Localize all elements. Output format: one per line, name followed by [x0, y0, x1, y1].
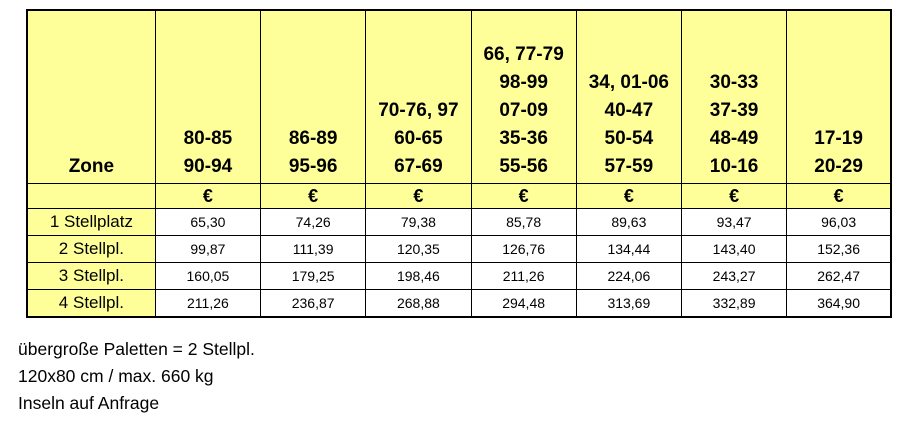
- zone-header-label: Zone: [27, 10, 155, 184]
- currency-symbol: €: [787, 184, 891, 209]
- currency-symbol: €: [261, 184, 366, 209]
- price-cell: 179,25: [261, 263, 366, 290]
- zone-code: 34, 01-06: [588, 72, 669, 93]
- currency-symbol: €: [681, 184, 786, 209]
- currency-symbol: €: [155, 184, 260, 209]
- zone-header-cell: [681, 10, 786, 184]
- note-islands: Inseln auf Anfrage: [18, 393, 160, 413]
- zone-code: 55-56: [499, 156, 548, 177]
- zone-header-row: [27, 10, 891, 184]
- currency-row-spacer: [27, 184, 155, 209]
- price-cell: 152,36: [787, 236, 891, 263]
- price-cell: 332,89: [681, 290, 786, 318]
- zone-code: 86-89: [288, 128, 338, 149]
- price-cell: 111,39: [261, 236, 366, 263]
- price-cell: 96,03: [787, 209, 891, 236]
- row-label: 3 Stellpl.: [27, 263, 155, 290]
- price-cell: 79,38: [366, 209, 471, 236]
- price-cell: 134,44: [576, 236, 681, 263]
- zone-code: 40-47: [604, 100, 654, 121]
- price-cell: 236,87: [261, 290, 366, 318]
- price-cell: 93,47: [681, 209, 786, 236]
- zone-code: 48-49: [709, 128, 759, 149]
- pricing-table: [26, 9, 892, 318]
- price-cell: 85,78: [471, 209, 576, 236]
- note-pallet-dimensions: 120x80 cm / max. 660 kg: [18, 366, 214, 386]
- table-row: [27, 236, 891, 263]
- zone-header-cell: [787, 10, 891, 184]
- price-cell: 89,63: [576, 209, 681, 236]
- price-cell: 294,48: [471, 290, 576, 318]
- price-cell: 198,46: [366, 263, 471, 290]
- note-oversize-pallets: übergroße Paletten = 2 Stellpl.: [18, 339, 255, 359]
- zone-code: 95-96: [288, 156, 338, 177]
- zone-code: 70-76, 97: [378, 100, 459, 121]
- zone-code: 37-39: [709, 100, 759, 121]
- zone-code: 35-36: [499, 128, 548, 149]
- price-cell: 211,26: [471, 263, 576, 290]
- zone-header-cell: [471, 10, 576, 184]
- zone-code: 66, 77-79: [483, 44, 564, 65]
- row-label: 1 Stellplatz: [27, 209, 155, 236]
- price-cell: 126,76: [471, 236, 576, 263]
- table-row: [27, 290, 891, 318]
- price-cell: 120,35: [366, 236, 471, 263]
- zone-header-cell: [366, 10, 471, 184]
- zone-code: 50-54: [604, 128, 654, 149]
- price-cell: 268,88: [366, 290, 471, 318]
- zone-header-cell: [261, 10, 366, 184]
- currency-row: [27, 184, 891, 209]
- zone-code: 67-69: [394, 156, 443, 177]
- price-cell: 160,05: [155, 263, 260, 290]
- price-cell: 65,30: [155, 209, 260, 236]
- currency-symbol: €: [366, 184, 471, 209]
- notes: [18, 336, 255, 417]
- currency-symbol: €: [471, 184, 576, 209]
- price-cell: 143,40: [681, 236, 786, 263]
- zone-header-cell: [576, 10, 681, 184]
- zone-code: 07-09: [499, 100, 548, 121]
- zone-code: 90-94: [183, 156, 233, 177]
- price-cell: 313,69: [576, 290, 681, 318]
- price-cell: 99,87: [155, 236, 260, 263]
- price-cell: 243,27: [681, 263, 786, 290]
- row-label: 2 Stellpl.: [27, 236, 155, 263]
- zone-code: 30-33: [709, 72, 759, 93]
- price-cell: 224,06: [576, 263, 681, 290]
- price-cell: 74,26: [261, 209, 366, 236]
- zone-code: 60-65: [394, 128, 443, 149]
- zone-code: 80-85: [183, 128, 233, 149]
- table-row: [27, 263, 891, 290]
- table-row: [27, 209, 891, 236]
- zone-code: 57-59: [604, 156, 654, 177]
- price-cell: 262,47: [787, 263, 891, 290]
- row-label: 4 Stellpl.: [27, 290, 155, 318]
- zone-code: 17-19: [814, 128, 863, 149]
- price-cell: 364,90: [787, 290, 891, 318]
- zone-code: 98-99: [499, 72, 548, 93]
- zone-code: 20-29: [814, 156, 863, 177]
- price-cell: 211,26: [155, 290, 260, 318]
- zone-code: 10-16: [709, 156, 759, 177]
- zone-header-cell: [155, 10, 260, 184]
- currency-symbol: €: [576, 184, 681, 209]
